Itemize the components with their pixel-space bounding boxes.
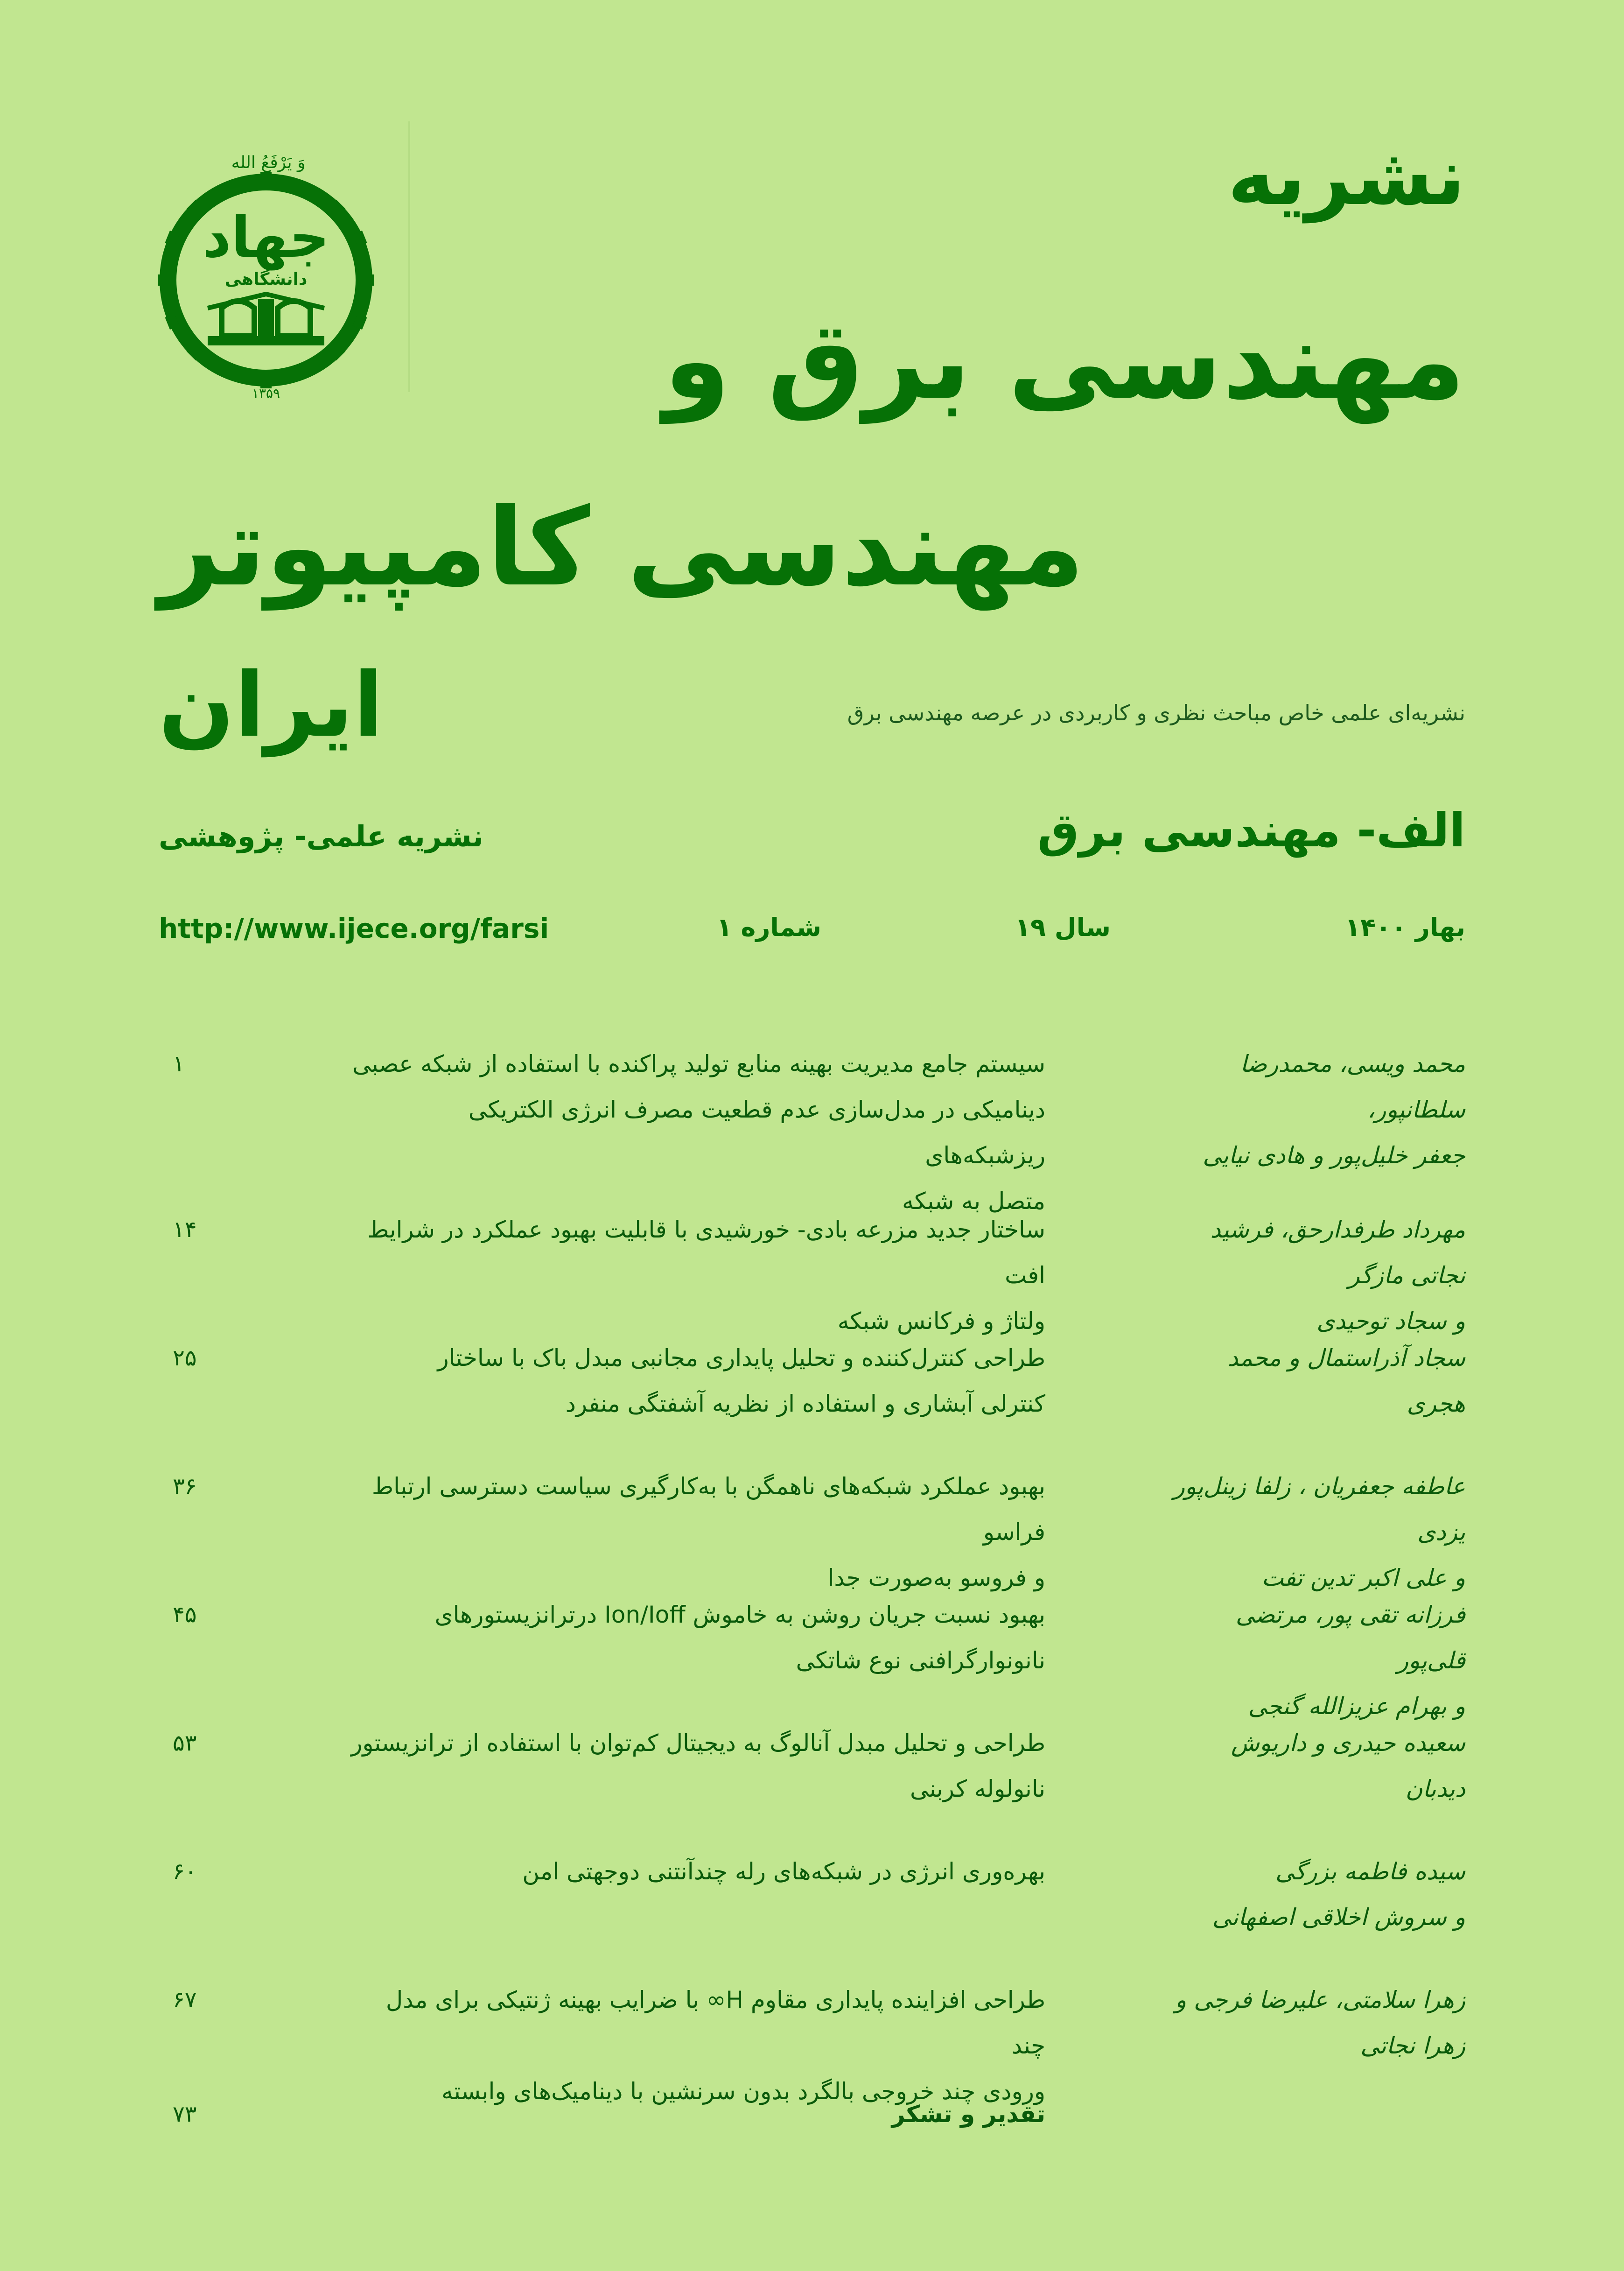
jihad-daneshgahi-logo xyxy=(152,140,404,401)
toc-title xyxy=(345,1041,1045,1224)
toc-authors xyxy=(1167,1463,1465,1601)
toc-authors xyxy=(1167,1849,1465,1940)
toc-title xyxy=(345,1335,1045,1427)
author-line: و علی اکبر تدین تفت xyxy=(1261,1564,1465,1591)
issue-number: شماره ۱ xyxy=(716,913,821,942)
title-line: طراحی افزاینده پایداری مقاوم H∞ با ضرایب بهینه ژنتیکی برای مدل چند xyxy=(385,1986,1045,2059)
logo-sub: دانشگاهی xyxy=(224,270,308,289)
author-line: سجاد آذراستمال و محمد هجری xyxy=(1227,1344,1465,1417)
title-line-3: ایران xyxy=(159,654,384,757)
logo-top-text: وَ یَرْفَعُ الله xyxy=(231,153,306,172)
toc-authors xyxy=(1167,1041,1465,1178)
title-line-1: مهندسی برق و xyxy=(663,299,1465,423)
title-line: بهره‌وری انرژی در شبکه‌های رله چندآنتنی دوجهتی امن xyxy=(522,1858,1045,1885)
journal-word: نشریه xyxy=(1227,131,1465,223)
author-line: فرزانه تقی پور، مرتضی قلی‌پور xyxy=(1235,1601,1465,1674)
author-line: محمد ویسی، محمدرضا سلطانپور، xyxy=(1240,1050,1465,1123)
toc-authors xyxy=(1167,1977,1465,2068)
title-line: طراحی کنترل‌کننده و تحلیل پایداری مجانبی مبدل باک با ساختار xyxy=(437,1344,1045,1371)
author-line: مهرداد طرفدارحق، فرشید نجاتی مازگر xyxy=(1210,1216,1465,1289)
season: بهار ۱۴۰۰ xyxy=(1345,913,1465,942)
author-line: سعیده حیدری و داریوش دیدبان xyxy=(1231,1730,1465,1802)
toc-page-number: ۶۰ xyxy=(173,1858,197,1884)
toc-title xyxy=(345,1720,1045,1812)
title-line: نانولوله کربنی xyxy=(910,1775,1045,1802)
author-line: و سروش اخلاقی اصفهانی xyxy=(1212,1904,1465,1931)
toc-title xyxy=(345,1849,1045,1894)
header-divider xyxy=(408,121,410,392)
toc-authors xyxy=(1167,1207,1465,1344)
series-title: الف- مهندسی برق xyxy=(1037,803,1465,858)
title-line: نانونوارگرافنی نوع شاتکی xyxy=(796,1647,1045,1674)
toc-page-number: ۲۵ xyxy=(173,1345,197,1371)
title-line: و فروسو به‌صورت جدا xyxy=(827,1564,1045,1591)
toc-page-number: ۴۵ xyxy=(173,1602,197,1628)
title-line: تقدیر و تشکر xyxy=(891,2101,1045,2128)
toc-authors xyxy=(1167,1592,1465,1729)
title-line: ولتاژ و فرکانس شبکه xyxy=(837,1308,1045,1335)
toc-title xyxy=(345,1207,1045,1344)
title-line: بهبود عملکرد شبکه‌های ناهمگن با به‌کارگیری سیاست دسترسی ارتباط فراسو xyxy=(371,1473,1045,1546)
title-line: بهبود نسبت جریان روشن به خاموش Ion/Ioff درترانزیستورهای xyxy=(434,1601,1045,1628)
toc-page-number: ۷۳ xyxy=(173,2101,197,2127)
journal-kind: نشریه علمی- پژوهشی xyxy=(159,819,483,853)
title-line: طراحی و تحلیل مبدل آنالوگ به دیجیتال کم‌توان با استفاده از ترانزیستور xyxy=(351,1730,1045,1757)
toc-page-number: ۶۷ xyxy=(173,1987,197,2013)
toc-page-number: ۱۴ xyxy=(173,1216,197,1243)
toc-title xyxy=(345,2091,1045,2137)
toc-authors xyxy=(1167,1335,1465,1427)
title-line-2: مهندسی کامپیوتر xyxy=(159,485,1085,610)
logo-year: ۱۳۵۹ xyxy=(252,386,280,401)
author-line: عاطفه جعفریان ، زلفا زینل‌پور یزدی xyxy=(1173,1473,1465,1546)
author-line: جعفر خلیل‌پور و هادی نیایی xyxy=(1203,1142,1465,1169)
author-line: و سجاد توحیدی xyxy=(1316,1308,1465,1335)
toc-page-number: ۳۶ xyxy=(173,1473,197,1499)
toc-title xyxy=(345,1463,1045,1601)
toc-title xyxy=(345,1592,1045,1683)
toc-authors xyxy=(1167,1720,1465,1812)
title-line: ساختار جدید مزرعه بادی- خورشیدی با قابلیت بهبود عملکرد در شرایط افت xyxy=(367,1216,1045,1289)
title-line: کنترلی آبشاری و استفاده از نظریه آشفتگی منفرد xyxy=(565,1390,1045,1417)
toc-page-number: ۱ xyxy=(173,1051,185,1077)
title-line: دینامیکی در مدل‌سازی عدم قطعیت مصرف انرژی الکتریکی ریزشبکه‌های xyxy=(468,1096,1045,1169)
author-line: زهرا سلامتی، علیرضا فرجی و زهرا نجاتی xyxy=(1175,1986,1465,2059)
author-line: و بهرام عزیزالله گنجی xyxy=(1248,1693,1465,1720)
title-line: متصل به شبکه xyxy=(902,1188,1045,1215)
logo-name: جهاد xyxy=(202,205,330,270)
journal-url[interactable]: http://www.ijece.org/farsi xyxy=(159,913,549,944)
volume-year: سال ۱۹ xyxy=(1015,913,1111,942)
author-line: سیده فاطمه بزرگی xyxy=(1275,1858,1465,1885)
toc-page-number: ۵۳ xyxy=(173,1730,197,1756)
tagline: نشریه‌ای علمی خاص مباحث نظری و کاربردی در عرصه مهندسی برق xyxy=(847,700,1465,725)
title-line: سیستم جامع مدیریت بهینه منابع تولید پراکنده با استفاده از شبکه عصبی xyxy=(352,1050,1045,1077)
title-line: ورودی چند خروجی بالگرد بدون سرنشین با دینامیک‌های وابسته xyxy=(441,2078,1045,2105)
